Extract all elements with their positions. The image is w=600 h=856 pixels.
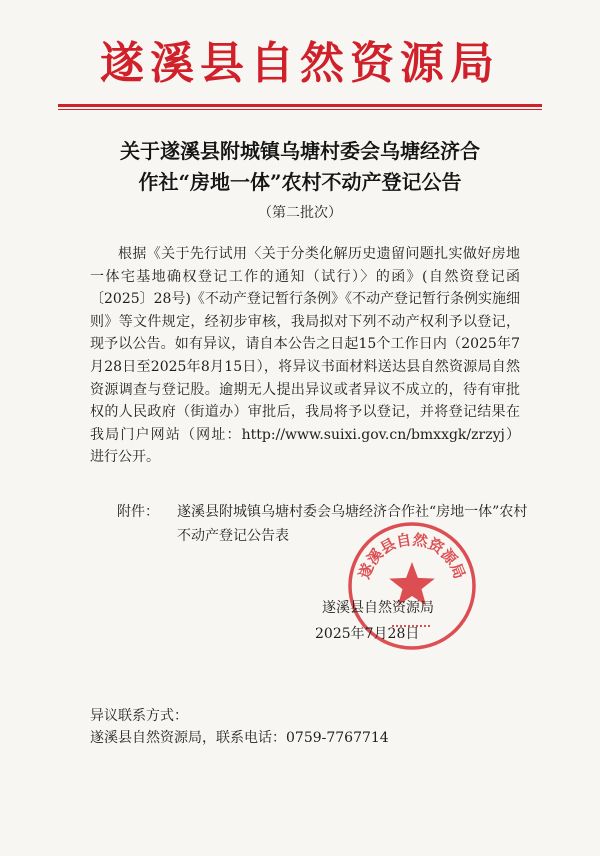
masthead-org-name: 遂溪县自然资源局 bbox=[100, 38, 500, 89]
signature-date: 2025年7月28日 bbox=[315, 626, 420, 642]
document-title-line-2: 作社“房地一体”农村不动产登记公告 bbox=[138, 170, 462, 194]
red-divider-thick bbox=[58, 104, 542, 107]
document-title bbox=[60, 136, 540, 198]
contact-block bbox=[90, 705, 389, 749]
contact-line: 遂溪县自然资源局，联系电话：0759-7767714 bbox=[90, 730, 389, 746]
notice-body bbox=[90, 243, 520, 469]
contact-heading: 异议联系方式： bbox=[90, 708, 188, 724]
batch-label: （第二批次） bbox=[258, 205, 342, 221]
signature-org: 遂溪县自然资源局 bbox=[322, 600, 434, 616]
document-title-line-1: 关于遂溪县附城镇乌塘村委会乌塘经济合 bbox=[120, 139, 480, 163]
attachment-label: 附件： bbox=[117, 504, 159, 520]
notice-paragraph: 根据《关于先行试用〈关于分类化解历史遗留问题扎实做好房地一体宅基地确权登记工作的通知（试行）〉的函》(自然资登记函〔2025〕28号)《不动产登记暂行条例》《不动产登记暂行条例实施细则》等文件规定，经初步审核，我局拟对下列不动产权利予以登记，现予以公告。如有异议，请自本公告之日起15个工作日内（2025年7月28日至2025年8月15日），将异议书面材料送达县自然资源局自然资源调查与登记股。逾期无人提出异议或者异议不成立的，待有审批权的人民政府（街道办）审批后，我局将予以登记，并将登记结果在我局门户网站（网址：http://www.suixi.gov.cn/bmxxgk/zrzyj）进行公开。 bbox=[90, 246, 520, 466]
seal-text: 遂溪县自然资源局 bbox=[355, 530, 469, 582]
attachment-text: 遂溪县附城镇乌塘村委会乌塘经济合作社“房地一体”农村不动产登记公告表 bbox=[177, 504, 528, 544]
red-divider-thin bbox=[58, 109, 542, 110]
